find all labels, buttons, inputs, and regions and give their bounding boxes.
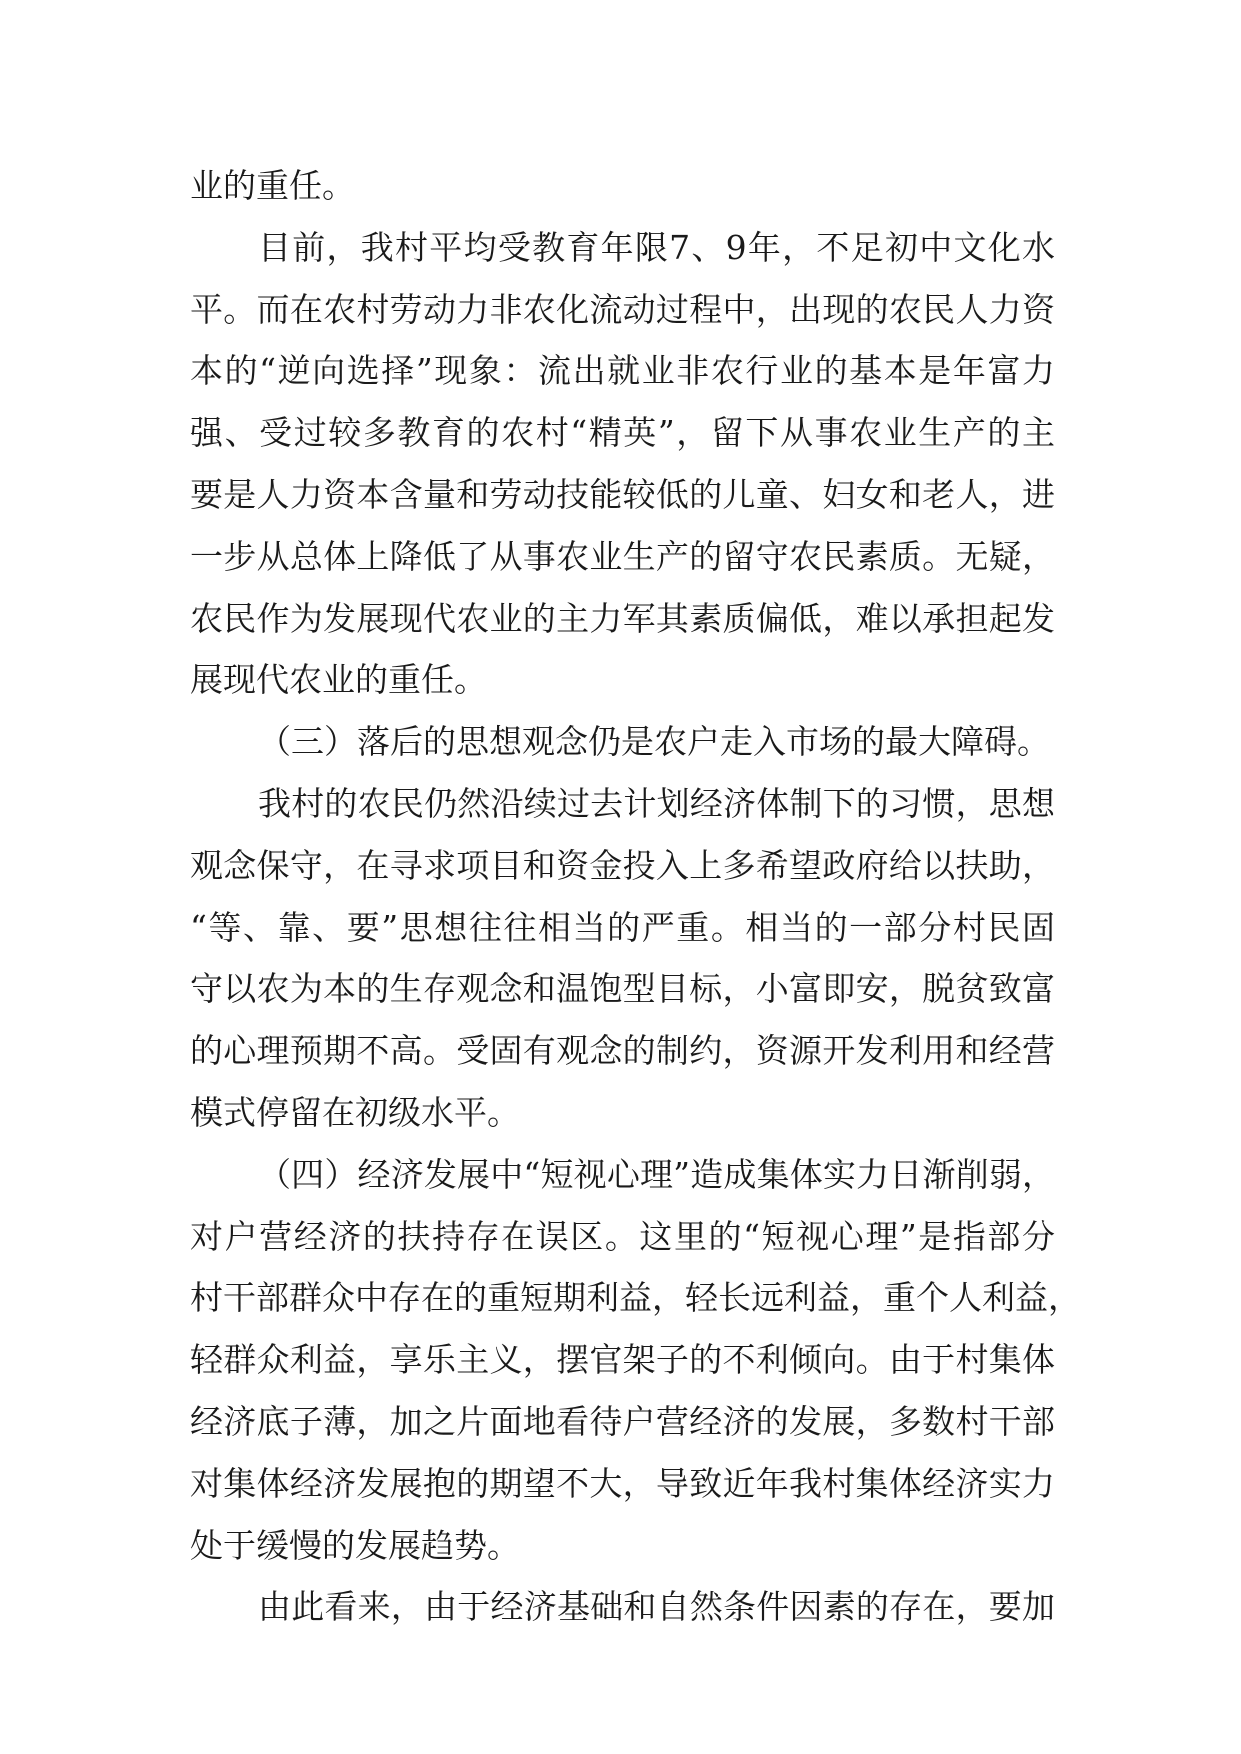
text-line: 经济底子薄，加之片面地看待户营经济的发展，多数村干部 bbox=[190, 1401, 1055, 1441]
text-line: 要是人力资本含量和劳动技能较低的儿童、妇女和老人，进 bbox=[190, 474, 1055, 514]
text-line: 守以农为本的生存观念和温饱型目标，小富即安，脱贫致富 bbox=[190, 969, 1055, 1009]
text-line: （三）落后的思想观念仍是农户走入市场的最大障碍。 bbox=[258, 722, 1050, 762]
text-line: 对户营经济的扶持存在误区。这里的“短视心理”是指部分 bbox=[190, 1216, 1055, 1256]
text-line: 农民作为发展现代农业的主力军其素质偏低，难以承担起发 bbox=[190, 598, 1055, 638]
text-line: 一步从总体上降低了从事农业生产的留守农民素质。无疑， bbox=[190, 536, 1055, 576]
text-line: 我村的农民仍然沿续过去计划经济体制下的习惯，思想 bbox=[258, 783, 1055, 823]
text-line: （四）经济发展中“短视心理”造成集体实力日渐削弱， bbox=[258, 1154, 1055, 1194]
text-line: 业的重任。 bbox=[190, 166, 355, 205]
text-line: 由此看来，由于经济基础和自然条件因素的存在，要加 bbox=[258, 1587, 1055, 1627]
text-line: 观念保守，在寻求项目和资金投入上多希望政府给以扶助， bbox=[190, 845, 1055, 885]
text-line: “等、靠、要”思想往往相当的严重。相当的一部分村民固 bbox=[190, 907, 1055, 947]
text-line: 村干部群众中存在的重短期利益，轻长远利益，重个人利益， bbox=[190, 1278, 1081, 1318]
text-line: 展现代农业的重任。 bbox=[190, 660, 487, 700]
text-line: 轻群众利益，享乐主义，摆官架子的不利倾向。由于村集体 bbox=[190, 1340, 1055, 1380]
text-line: 模式停留在初级水平。 bbox=[190, 1092, 520, 1132]
text-line: 对集体经济发展抱的期望不大，导致近年我村集体经济实力 bbox=[190, 1463, 1055, 1503]
text-line: 处于缓慢的发展趋势。 bbox=[190, 1525, 520, 1565]
text-line: 本的“逆向选择”现象：流出就业非农行业的基本是年富力 bbox=[190, 351, 1055, 391]
text-line: 的心理预期不高。受固有观念的制约，资源开发利用和经营 bbox=[190, 1031, 1055, 1071]
body-text bbox=[190, 155, 1081, 1638]
text-line: 目前，我村平均受教育年限7、9年，不足初中文化水 bbox=[258, 227, 1055, 267]
text-line: 强、受过较多教育的农村“精英”，留下从事农业生产的主 bbox=[190, 413, 1055, 453]
text-line: 平。而在农村劳动力非农化流动过程中，出现的农民人力资 bbox=[190, 289, 1055, 329]
